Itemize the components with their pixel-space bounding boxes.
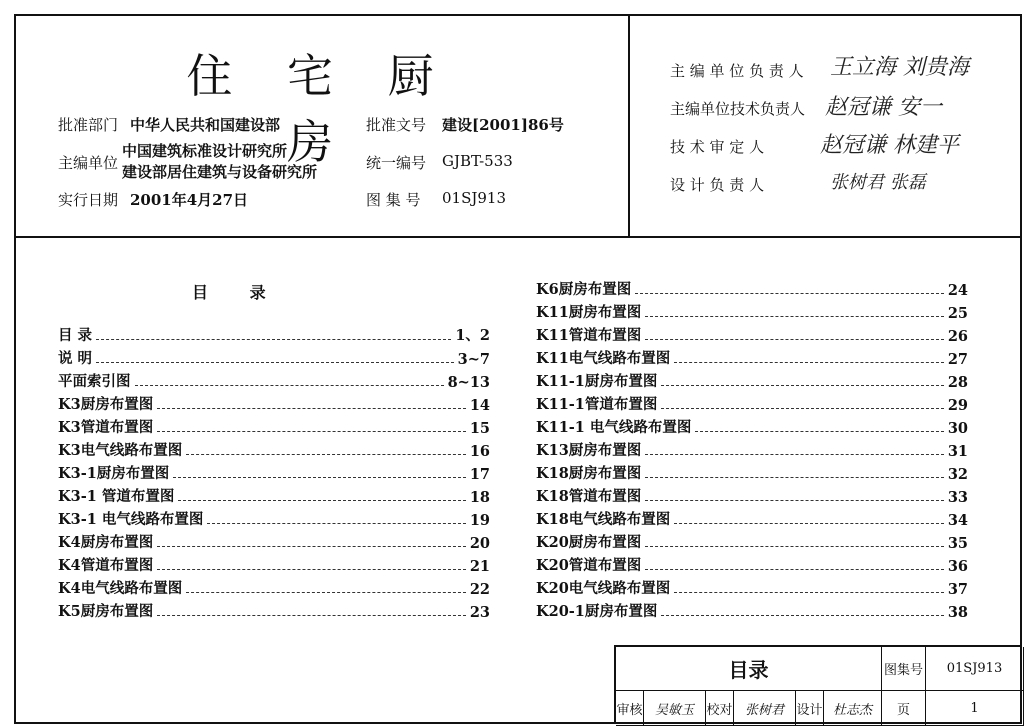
header-divider bbox=[14, 236, 1022, 238]
toc-entry-label: K20管道布置图 bbox=[536, 557, 642, 574]
toc-leader-dots bbox=[695, 431, 943, 432]
toc-entry-label: K6厨房布置图 bbox=[536, 281, 632, 298]
toc-entry bbox=[536, 391, 968, 414]
toc-entry-page: 31 bbox=[947, 443, 968, 460]
atlas-no: 01SJ913 bbox=[442, 189, 507, 207]
toc-leader-dots bbox=[661, 615, 943, 616]
signature-tech-review: 赵冠谦 林建平 bbox=[820, 133, 959, 158]
toc-leader-dots bbox=[186, 454, 466, 455]
title-block-atlas-no: 01SJ913 bbox=[926, 647, 1024, 691]
toc-entry-label: K20电气线路布置图 bbox=[536, 580, 671, 597]
toc-entry-label: K20厨房布置图 bbox=[536, 534, 642, 551]
toc-entry-page: 32 bbox=[947, 466, 968, 483]
toc-leader-dots bbox=[157, 569, 466, 570]
page-label: 页 bbox=[882, 691, 926, 726]
effective-label: 实行日期 bbox=[58, 191, 119, 209]
toc-entry-page: 36 bbox=[947, 558, 968, 575]
toc-entry-label: K11厨房布置图 bbox=[536, 304, 642, 321]
toc-entry-page: 17 bbox=[469, 466, 490, 483]
toc-entry-label: 目 录 bbox=[58, 327, 93, 344]
review-label: 审核 bbox=[616, 691, 644, 726]
design-label: 设计 bbox=[796, 691, 824, 726]
toc-entry-page: 19 bbox=[469, 512, 490, 529]
toc-leader-dots bbox=[645, 454, 944, 455]
toc-entry-label: K11-1厨房布置图 bbox=[536, 373, 658, 390]
editor-line2: 建设部居住建筑与设备研究所 bbox=[122, 163, 318, 181]
toc-entry bbox=[536, 368, 968, 391]
page-number: 1 bbox=[926, 691, 1024, 726]
toc-entry bbox=[536, 414, 968, 437]
toc-leader-dots bbox=[173, 477, 466, 478]
toc-entry-page: 35 bbox=[947, 535, 968, 552]
unified-no-label: 统一编号 bbox=[366, 154, 427, 172]
toc-entry bbox=[58, 483, 490, 506]
toc-entry bbox=[58, 552, 490, 575]
toc-entry bbox=[58, 391, 490, 414]
toc-leader-dots bbox=[645, 477, 944, 478]
toc-entry bbox=[58, 322, 490, 345]
toc-entry-label: K11电气线路布置图 bbox=[536, 350, 671, 367]
toc-entry-label: K3电气线路布置图 bbox=[58, 442, 183, 459]
toc-entry-label: K4电气线路布置图 bbox=[58, 580, 183, 597]
toc-entry-page: 34 bbox=[947, 512, 968, 529]
toc-entry-label: 说 明 bbox=[58, 350, 93, 367]
toc-entry-page: 1、2 bbox=[455, 327, 490, 344]
review-signature: 吴敏玉 bbox=[644, 691, 706, 726]
toc-entry bbox=[536, 276, 968, 299]
toc-leader-dots bbox=[645, 569, 944, 570]
toc-entry-label: K13厨房布置图 bbox=[536, 442, 642, 459]
toc-leader-dots bbox=[157, 431, 466, 432]
toc-entry-label: K11-1管道布置图 bbox=[536, 396, 658, 413]
toc-entry bbox=[536, 460, 968, 483]
toc-leader-dots bbox=[645, 546, 944, 547]
toc-entry bbox=[58, 345, 490, 368]
check-signature: 张树君 bbox=[734, 691, 796, 726]
toc-entry-page: 28 bbox=[947, 374, 968, 391]
toc-leader-dots bbox=[661, 408, 943, 409]
toc-leader-dots bbox=[674, 592, 944, 593]
unified-no: GJBT-533 bbox=[442, 152, 513, 170]
toc-entry-page: 20 bbox=[469, 535, 490, 552]
toc-entry-label: 平面索引图 bbox=[58, 373, 131, 390]
toc-leader-dots bbox=[645, 500, 944, 501]
signature-design-head: 张树君 张磊 bbox=[830, 172, 926, 193]
document-title: 住 宅 厨 房 bbox=[186, 49, 454, 169]
toc-entry-page: 25 bbox=[947, 305, 968, 322]
toc-entry-label: K18管道布置图 bbox=[536, 488, 642, 505]
title-block-name: 目录 bbox=[616, 647, 882, 691]
approval-no-label: 批准文号 bbox=[366, 116, 427, 134]
toc-leader-dots bbox=[661, 385, 943, 386]
editor-line1: 中国建筑标准设计研究所 bbox=[122, 142, 288, 160]
toc-entry-label: K11管道布置图 bbox=[536, 327, 642, 344]
approval-dept-label: 批准部门 bbox=[58, 116, 119, 134]
toc-leader-dots bbox=[207, 523, 465, 524]
signature-tech-head: 赵冠谦 安一 bbox=[825, 95, 942, 120]
toc-entry bbox=[536, 299, 968, 322]
toc-entry bbox=[536, 322, 968, 345]
toc-entry bbox=[58, 460, 490, 483]
toc-right-column bbox=[536, 276, 968, 621]
toc-entry bbox=[536, 575, 968, 598]
toc-entry-page: 15 bbox=[469, 420, 490, 437]
resp-tech-head-label: 主编单位技术负责人 bbox=[670, 100, 806, 118]
toc-entry-label: K3管道布置图 bbox=[58, 419, 154, 436]
toc-entry-label: K20-1厨房布置图 bbox=[536, 603, 658, 620]
toc-entry bbox=[58, 506, 490, 529]
approval-dept: 中华人民共和国建设部 bbox=[130, 116, 281, 134]
toc-entry-page: 38 bbox=[947, 604, 968, 621]
check-label: 校对 bbox=[706, 691, 734, 726]
toc-entry-page: 23 bbox=[469, 604, 490, 621]
toc-leader-dots bbox=[645, 339, 944, 340]
header-vertical-divider bbox=[628, 14, 630, 236]
toc-entry bbox=[58, 368, 490, 391]
toc-leader-dots bbox=[157, 546, 466, 547]
toc-leader-dots bbox=[178, 500, 465, 501]
toc-leader-dots bbox=[157, 615, 466, 616]
resp-tech-review-label: 技 术 审 定 人 bbox=[670, 138, 765, 156]
toc-leader-dots bbox=[674, 523, 944, 524]
toc-entry-page: 3~7 bbox=[457, 351, 490, 368]
toc-heading: 目 录 bbox=[192, 283, 284, 302]
toc-entry-label: K3厨房布置图 bbox=[58, 396, 154, 413]
toc-entry bbox=[536, 598, 968, 621]
toc-entry-page: 26 bbox=[947, 328, 968, 345]
toc-entry-page: 22 bbox=[469, 581, 490, 598]
toc-left-column bbox=[58, 322, 490, 621]
toc-entry bbox=[536, 437, 968, 460]
toc-entry-page: 27 bbox=[947, 351, 968, 368]
toc-entry-label: K5厨房布置图 bbox=[58, 603, 154, 620]
title-block-atlas-label: 图集号 bbox=[882, 647, 926, 691]
toc-entry-page: 16 bbox=[469, 443, 490, 460]
toc-leader-dots bbox=[135, 385, 444, 386]
toc-entry-page: 14 bbox=[469, 397, 490, 414]
toc-entry-label: K18电气线路布置图 bbox=[536, 511, 671, 528]
effective-date: 2001年4月27日 bbox=[130, 191, 249, 209]
toc-entry-label: K4管道布置图 bbox=[58, 557, 154, 574]
toc-leader-dots bbox=[645, 316, 944, 317]
toc-entry-label: K3-1 电气线路布置图 bbox=[58, 511, 204, 528]
toc-entry-label: K11-1 电气线路布置图 bbox=[536, 419, 692, 436]
toc-leader-dots bbox=[186, 592, 466, 593]
signature-editor-head: 王立海 刘贵海 bbox=[830, 55, 969, 80]
editor-label: 主编单位 bbox=[58, 154, 119, 172]
toc-entry-page: 18 bbox=[469, 489, 490, 506]
toc-entry bbox=[58, 529, 490, 552]
toc-entry bbox=[58, 575, 490, 598]
toc-entry bbox=[536, 483, 968, 506]
toc-leader-dots bbox=[157, 408, 466, 409]
toc-leader-dots bbox=[635, 293, 944, 294]
toc-entry bbox=[536, 552, 968, 575]
approval-no: 建设[2001]86号 bbox=[442, 116, 564, 134]
toc-leader-dots bbox=[96, 339, 451, 340]
toc-entry-page: 8~13 bbox=[447, 374, 490, 391]
toc-entry bbox=[58, 414, 490, 437]
toc-entry-page: 29 bbox=[947, 397, 968, 414]
toc-entry bbox=[536, 506, 968, 529]
toc-entry-page: 21 bbox=[469, 558, 490, 575]
title-block bbox=[614, 645, 1022, 724]
resp-editor-head-label: 主 编 单 位 负 责 人 bbox=[670, 62, 804, 80]
toc-entry-label: K18厨房布置图 bbox=[536, 465, 642, 482]
toc-entry-page: 37 bbox=[947, 581, 968, 598]
resp-design-head-label: 设 计 负 责 人 bbox=[670, 176, 765, 194]
toc-entry-label: K3-1厨房布置图 bbox=[58, 465, 170, 482]
toc-entry bbox=[58, 598, 490, 621]
atlas-no-label: 图 集 号 bbox=[366, 191, 421, 209]
toc-entry-label: K3-1 管道布置图 bbox=[58, 488, 175, 505]
toc-entry bbox=[58, 437, 490, 460]
toc-entry-page: 30 bbox=[947, 420, 968, 437]
toc-leader-dots bbox=[674, 362, 944, 363]
toc-entry bbox=[536, 345, 968, 368]
toc-entry-page: 33 bbox=[947, 489, 968, 506]
toc-entry bbox=[536, 529, 968, 552]
design-signature: 杜志杰 bbox=[824, 691, 882, 726]
toc-entry-label: K4厨房布置图 bbox=[58, 534, 154, 551]
toc-entry-page: 24 bbox=[947, 282, 968, 299]
toc-leader-dots bbox=[96, 362, 454, 363]
